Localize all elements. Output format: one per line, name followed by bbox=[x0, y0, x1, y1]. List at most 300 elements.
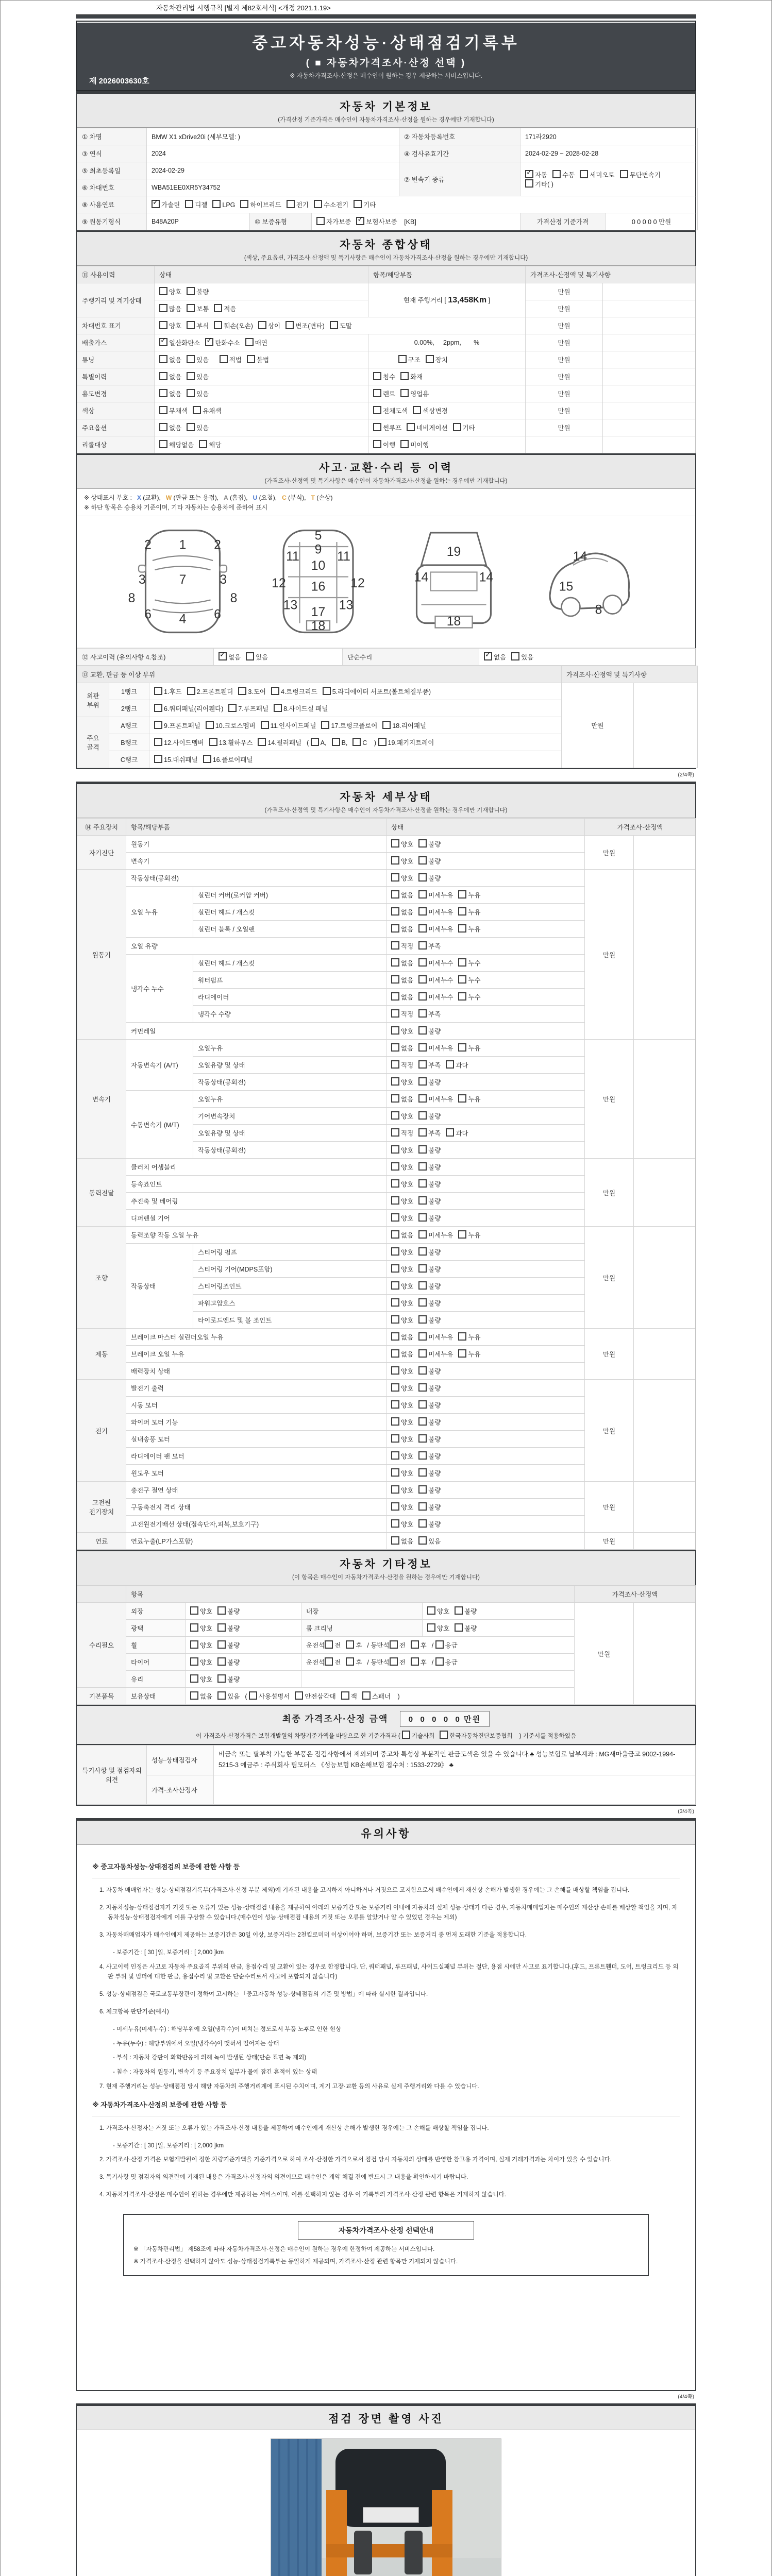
checkbox-icon[interactable] bbox=[458, 924, 466, 933]
checkbox-icon[interactable] bbox=[354, 200, 362, 208]
checkbox-icon[interactable] bbox=[427, 1623, 435, 1632]
checkbox-icon[interactable] bbox=[249, 1691, 257, 1700]
checkbox-icon[interactable] bbox=[418, 1417, 427, 1426]
checkbox-option[interactable] bbox=[217, 1674, 240, 1684]
checkbox-icon[interactable] bbox=[411, 1657, 419, 1666]
checkbox-icon[interactable] bbox=[159, 423, 167, 431]
checkbox-icon[interactable] bbox=[295, 1691, 303, 1700]
checkbox-icon[interactable] bbox=[418, 1145, 427, 1154]
checkbox-icon[interactable] bbox=[154, 721, 162, 729]
checkbox-icon[interactable] bbox=[187, 687, 195, 695]
checkbox-option[interactable] bbox=[391, 1451, 413, 1461]
checkbox-option[interactable] bbox=[391, 1281, 413, 1291]
checkbox-icon[interactable] bbox=[446, 1128, 454, 1137]
checkbox-icon[interactable] bbox=[391, 1230, 399, 1239]
checkbox-option[interactable] bbox=[391, 1094, 413, 1104]
checkbox-icon[interactable] bbox=[418, 1247, 427, 1256]
checkbox-icon[interactable] bbox=[217, 1606, 226, 1615]
checkbox-option[interactable] bbox=[295, 1691, 335, 1701]
checkbox-icon[interactable] bbox=[190, 1674, 198, 1683]
checkbox-option[interactable] bbox=[311, 738, 327, 747]
checkbox-checked-icon[interactable]: ✓ bbox=[205, 338, 213, 346]
checkbox-option[interactable] bbox=[426, 355, 448, 364]
checkbox-option[interactable] bbox=[391, 1400, 413, 1410]
checkbox-icon[interactable] bbox=[418, 958, 427, 967]
checkbox-icon[interactable] bbox=[346, 1640, 354, 1649]
checkbox-icon[interactable] bbox=[285, 321, 294, 329]
checkbox-icon[interactable] bbox=[418, 941, 427, 950]
checkbox-icon[interactable] bbox=[391, 873, 399, 882]
checkbox-option[interactable] bbox=[391, 1043, 413, 1053]
checkbox-icon[interactable] bbox=[458, 958, 466, 967]
checkbox-option[interactable] bbox=[418, 1434, 441, 1444]
checkbox-option[interactable] bbox=[391, 1196, 413, 1206]
checkbox-option[interactable] bbox=[418, 1213, 441, 1223]
checkbox-icon[interactable] bbox=[391, 1485, 399, 1494]
checkbox-icon[interactable] bbox=[391, 1502, 399, 1511]
checkbox-checked-icon[interactable]: ✓ bbox=[356, 217, 364, 225]
checkbox-option[interactable] bbox=[185, 200, 207, 209]
checkbox-option[interactable] bbox=[190, 1657, 212, 1667]
checkbox-option[interactable] bbox=[271, 687, 317, 696]
checkbox-option[interactable] bbox=[391, 839, 413, 849]
checkbox-option[interactable] bbox=[258, 321, 280, 330]
checkbox-option[interactable] bbox=[238, 687, 266, 696]
checkbox-icon[interactable] bbox=[325, 1657, 333, 1666]
checkbox-option[interactable] bbox=[427, 1606, 449, 1616]
checkbox-option[interactable] bbox=[418, 1264, 441, 1274]
checkbox-option[interactable] bbox=[418, 1298, 441, 1308]
checkbox-icon[interactable] bbox=[373, 389, 381, 397]
checkbox-option[interactable] bbox=[418, 924, 453, 934]
checkbox-icon[interactable] bbox=[413, 406, 421, 414]
checkbox-icon[interactable] bbox=[440, 1731, 448, 1739]
checkbox-option[interactable] bbox=[154, 721, 200, 730]
checkbox-icon[interactable] bbox=[418, 1162, 427, 1171]
checkbox-icon[interactable] bbox=[325, 1640, 333, 1649]
checkbox-option[interactable] bbox=[391, 1060, 413, 1070]
checkbox-option[interactable] bbox=[458, 1043, 480, 1053]
checkbox-option[interactable] bbox=[228, 704, 268, 713]
checkbox-icon[interactable] bbox=[418, 1298, 427, 1307]
checkbox-icon[interactable] bbox=[159, 287, 167, 295]
checkbox-checked-icon[interactable]: ✓ bbox=[152, 200, 160, 208]
checkbox-icon[interactable] bbox=[391, 1281, 399, 1290]
checkbox-option[interactable] bbox=[400, 389, 429, 398]
checkbox-option[interactable] bbox=[620, 170, 661, 179]
checkbox-icon[interactable] bbox=[418, 1536, 427, 1545]
checkbox-icon[interactable] bbox=[458, 975, 466, 984]
checkbox-option[interactable] bbox=[258, 738, 301, 747]
checkbox-option[interactable] bbox=[418, 1383, 441, 1393]
checkbox-option[interactable] bbox=[418, 1485, 441, 1495]
checkbox-icon[interactable] bbox=[190, 1657, 198, 1666]
checkbox-option[interactable] bbox=[199, 440, 221, 449]
checkbox-icon[interactable] bbox=[391, 1077, 399, 1086]
checkbox-option[interactable] bbox=[453, 423, 475, 432]
checkbox-option[interactable] bbox=[400, 440, 429, 449]
checkbox-option[interactable] bbox=[418, 1043, 453, 1053]
checkbox-option[interactable] bbox=[525, 167, 548, 179]
checkbox-icon[interactable] bbox=[187, 355, 195, 363]
checkbox-option[interactable] bbox=[391, 924, 413, 934]
checkbox-option[interactable] bbox=[418, 1009, 441, 1019]
checkbox-option[interactable] bbox=[321, 721, 377, 730]
checkbox-option[interactable] bbox=[458, 975, 480, 985]
checkbox-option[interactable] bbox=[391, 1247, 413, 1257]
checkbox-option[interactable] bbox=[245, 338, 267, 347]
checkbox-icon[interactable] bbox=[159, 372, 167, 380]
checkbox-icon[interactable] bbox=[391, 1009, 399, 1018]
checkbox-icon[interactable] bbox=[435, 1640, 444, 1649]
checkbox-option[interactable] bbox=[391, 1128, 413, 1138]
checkbox-icon[interactable] bbox=[316, 217, 325, 225]
checkbox-icon[interactable] bbox=[446, 1060, 454, 1069]
checkbox-icon[interactable] bbox=[391, 1468, 399, 1477]
checkbox-icon[interactable] bbox=[458, 992, 466, 1001]
checkbox-option[interactable] bbox=[418, 839, 441, 849]
checkbox-option[interactable] bbox=[391, 1077, 413, 1087]
checkbox-icon[interactable] bbox=[418, 1179, 427, 1188]
checkbox-option[interactable] bbox=[580, 170, 614, 179]
checkbox-icon[interactable] bbox=[391, 1196, 399, 1205]
checkbox-icon[interactable] bbox=[391, 839, 399, 848]
checkbox-option[interactable] bbox=[187, 423, 209, 432]
checkbox-option[interactable] bbox=[391, 1349, 413, 1359]
checkbox-option[interactable] bbox=[435, 1640, 458, 1650]
checkbox-option[interactable] bbox=[159, 304, 181, 313]
checkbox-option[interactable] bbox=[391, 1332, 413, 1342]
checkbox-icon[interactable] bbox=[391, 924, 399, 933]
checkbox-icon[interactable] bbox=[193, 406, 201, 414]
checkbox-icon[interactable] bbox=[154, 755, 162, 763]
checkbox-option[interactable] bbox=[418, 1196, 441, 1206]
checkbox-option[interactable] bbox=[440, 1731, 512, 1740]
checkbox-icon[interactable] bbox=[391, 1332, 399, 1341]
checkbox-icon[interactable] bbox=[552, 170, 561, 178]
checkbox-icon[interactable] bbox=[390, 1657, 398, 1666]
checkbox-icon[interactable] bbox=[212, 200, 221, 208]
checkbox-checked-icon[interactable]: ✓ bbox=[219, 652, 227, 660]
checkbox-option[interactable] bbox=[332, 738, 348, 747]
checkbox-option[interactable] bbox=[418, 1332, 453, 1342]
checkbox-option[interactable] bbox=[458, 924, 480, 934]
checkbox-icon[interactable] bbox=[418, 1077, 427, 1086]
checkbox-icon[interactable] bbox=[458, 1094, 466, 1103]
checkbox-icon[interactable] bbox=[217, 1623, 226, 1632]
checkbox-option[interactable] bbox=[446, 1060, 468, 1070]
checkbox-option[interactable] bbox=[159, 338, 200, 347]
checkbox-option[interactable] bbox=[323, 687, 431, 696]
checkbox-option[interactable] bbox=[418, 1366, 441, 1376]
checkbox-icon[interactable] bbox=[418, 1502, 427, 1511]
checkbox-icon[interactable] bbox=[391, 1179, 399, 1188]
checkbox-option[interactable] bbox=[458, 1349, 480, 1359]
checkbox-option[interactable] bbox=[316, 217, 351, 226]
checkbox-icon[interactable] bbox=[217, 1674, 226, 1683]
checkbox-option[interactable] bbox=[190, 1623, 212, 1633]
checkbox-option[interactable] bbox=[391, 1009, 413, 1019]
checkbox-option[interactable] bbox=[411, 1640, 427, 1650]
checkbox-icon[interactable] bbox=[214, 304, 222, 312]
checkbox-icon[interactable] bbox=[418, 1400, 427, 1409]
checkbox-option[interactable] bbox=[458, 890, 480, 900]
checkbox-icon[interactable] bbox=[455, 1623, 463, 1632]
checkbox-icon[interactable] bbox=[391, 1145, 399, 1154]
checkbox-icon[interactable] bbox=[373, 406, 381, 414]
checkbox-icon[interactable] bbox=[217, 1657, 226, 1666]
checkbox-option[interactable] bbox=[261, 721, 316, 730]
checkbox-option[interactable] bbox=[411, 1657, 427, 1667]
checkbox-icon[interactable] bbox=[323, 687, 331, 695]
checkbox-option[interactable] bbox=[373, 423, 401, 432]
checkbox-option[interactable] bbox=[314, 200, 348, 209]
checkbox-option[interactable] bbox=[458, 1332, 480, 1342]
checkbox-icon[interactable] bbox=[458, 1349, 466, 1358]
checkbox-icon[interactable] bbox=[391, 1315, 399, 1324]
checkbox-icon[interactable] bbox=[391, 1026, 399, 1035]
checkbox-icon[interactable] bbox=[418, 1383, 427, 1392]
checkbox-icon[interactable] bbox=[274, 704, 282, 712]
checkbox-option[interactable] bbox=[325, 1657, 341, 1667]
checkbox-option[interactable] bbox=[418, 1128, 441, 1138]
checkbox-icon[interactable] bbox=[391, 1536, 399, 1545]
checkbox-icon[interactable] bbox=[199, 440, 207, 448]
checkbox-icon[interactable] bbox=[418, 1043, 427, 1052]
checkbox-icon[interactable] bbox=[418, 1332, 427, 1341]
checkbox-option[interactable] bbox=[154, 704, 223, 713]
checkbox-option[interactable] bbox=[391, 1536, 413, 1546]
checkbox-option[interactable] bbox=[458, 907, 480, 917]
checkbox-icon[interactable] bbox=[418, 1451, 427, 1460]
checkbox-option[interactable] bbox=[159, 287, 181, 296]
checkbox-option[interactable] bbox=[391, 1519, 413, 1529]
checkbox-icon[interactable] bbox=[418, 1366, 427, 1375]
checkbox-icon[interactable] bbox=[271, 687, 279, 695]
checkbox-option[interactable] bbox=[391, 873, 413, 883]
checkbox-option[interactable] bbox=[214, 304, 236, 313]
checkbox-icon[interactable] bbox=[258, 321, 266, 329]
checkbox-icon[interactable] bbox=[330, 321, 338, 329]
checkbox-icon[interactable] bbox=[458, 1043, 466, 1052]
checkbox-icon[interactable] bbox=[391, 1128, 399, 1137]
checkbox-option[interactable] bbox=[391, 1383, 413, 1393]
checkbox-icon[interactable] bbox=[458, 1230, 466, 1239]
checkbox-icon[interactable] bbox=[190, 1640, 198, 1649]
checkbox-icon[interactable] bbox=[418, 1111, 427, 1120]
checkbox-option[interactable] bbox=[413, 406, 447, 415]
checkbox-option[interactable] bbox=[458, 958, 480, 968]
checkbox-icon[interactable] bbox=[159, 355, 167, 363]
checkbox-icon[interactable] bbox=[190, 1606, 198, 1615]
checkbox-option[interactable] bbox=[205, 338, 240, 347]
checkbox-icon[interactable] bbox=[458, 1332, 466, 1341]
checkbox-option[interactable] bbox=[206, 721, 256, 730]
checkbox-option[interactable] bbox=[217, 1691, 240, 1701]
checkbox-icon[interactable] bbox=[391, 856, 399, 865]
checkbox-icon[interactable] bbox=[458, 890, 466, 899]
checkbox-icon[interactable] bbox=[391, 1162, 399, 1171]
checkbox-option[interactable] bbox=[346, 1657, 362, 1667]
checkbox-option[interactable] bbox=[154, 738, 204, 747]
checkbox-icon[interactable] bbox=[159, 440, 167, 448]
checkbox-icon[interactable] bbox=[159, 321, 167, 329]
checkbox-icon[interactable] bbox=[187, 389, 195, 397]
checkbox-icon[interactable] bbox=[426, 355, 434, 363]
checkbox-option[interactable] bbox=[190, 1674, 212, 1684]
checkbox-option[interactable] bbox=[159, 406, 188, 415]
checkbox-option[interactable] bbox=[418, 941, 441, 951]
checkbox-icon[interactable] bbox=[418, 1281, 427, 1290]
checkbox-icon[interactable] bbox=[217, 1640, 226, 1649]
checkbox-option[interactable] bbox=[217, 1623, 240, 1633]
checkbox-option[interactable] bbox=[391, 992, 413, 1002]
checkbox-icon[interactable] bbox=[418, 1196, 427, 1205]
checkbox-icon[interactable] bbox=[418, 873, 427, 882]
checkbox-icon[interactable] bbox=[400, 440, 409, 448]
checkbox-icon[interactable] bbox=[620, 170, 628, 178]
checkbox-option[interactable] bbox=[203, 755, 253, 764]
checkbox-icon[interactable] bbox=[418, 1026, 427, 1035]
checkbox-icon[interactable] bbox=[238, 687, 246, 695]
checkbox-icon[interactable] bbox=[458, 907, 466, 916]
checkbox-icon[interactable] bbox=[418, 856, 427, 865]
checkbox-option[interactable] bbox=[418, 1468, 441, 1478]
checkbox-option[interactable] bbox=[391, 1026, 413, 1036]
checkbox-icon[interactable] bbox=[154, 738, 162, 746]
checkbox-option[interactable] bbox=[391, 1230, 413, 1240]
checkbox-icon[interactable] bbox=[247, 355, 255, 363]
checkbox-icon[interactable] bbox=[185, 200, 193, 208]
checkbox-option[interactable] bbox=[354, 200, 376, 209]
checkbox-icon[interactable] bbox=[187, 372, 195, 380]
checkbox-icon[interactable] bbox=[391, 1213, 399, 1222]
checkbox-option[interactable] bbox=[400, 372, 423, 381]
checkbox-option[interactable] bbox=[378, 738, 434, 747]
checkbox-option[interactable] bbox=[418, 1060, 441, 1070]
checkbox-option[interactable] bbox=[418, 1451, 441, 1461]
checkbox-option[interactable] bbox=[435, 1657, 458, 1667]
checkbox-option[interactable] bbox=[190, 1606, 212, 1616]
checkbox-icon[interactable] bbox=[373, 440, 381, 448]
checkbox-icon[interactable] bbox=[373, 423, 381, 431]
checkbox-icon[interactable] bbox=[190, 1691, 198, 1700]
checkbox-icon[interactable] bbox=[391, 1451, 399, 1460]
checkbox-option[interactable] bbox=[418, 873, 441, 883]
checkbox-option[interactable] bbox=[285, 321, 325, 330]
checkbox-option[interactable] bbox=[391, 941, 413, 951]
checkbox-icon[interactable] bbox=[418, 1060, 427, 1069]
checkbox-option[interactable] bbox=[418, 856, 441, 866]
checkbox-option[interactable] bbox=[418, 1162, 441, 1172]
checkbox-icon[interactable] bbox=[418, 1264, 427, 1273]
checkbox-option[interactable] bbox=[187, 355, 209, 364]
checkbox-icon[interactable] bbox=[391, 1434, 399, 1443]
checkbox-option[interactable] bbox=[418, 1077, 441, 1087]
checkbox-option[interactable] bbox=[418, 1094, 453, 1104]
checkbox-icon[interactable] bbox=[240, 200, 248, 208]
checkbox-option[interactable] bbox=[391, 1179, 413, 1189]
checkbox-option[interactable] bbox=[391, 1366, 413, 1376]
checkbox-icon[interactable] bbox=[418, 992, 427, 1001]
checkbox-option[interactable] bbox=[391, 1502, 413, 1512]
checkbox-option[interactable] bbox=[187, 389, 209, 398]
checkbox-option[interactable] bbox=[382, 721, 426, 730]
checkbox-option[interactable] bbox=[418, 1179, 441, 1189]
checkbox-icon[interactable] bbox=[391, 1247, 399, 1256]
checkbox-option[interactable] bbox=[212, 200, 235, 209]
checkbox-icon[interactable] bbox=[228, 704, 237, 712]
checkbox-icon[interactable] bbox=[407, 423, 415, 431]
checkbox-option[interactable] bbox=[418, 1536, 441, 1546]
checkbox-icon[interactable] bbox=[418, 1349, 427, 1358]
checkbox-option[interactable] bbox=[159, 355, 181, 364]
checkbox-option[interactable] bbox=[193, 406, 221, 415]
checkbox-option[interactable] bbox=[407, 423, 447, 432]
checkbox-option[interactable] bbox=[217, 1657, 240, 1667]
checkbox-option[interactable] bbox=[418, 958, 453, 968]
checkbox-option[interactable] bbox=[391, 1468, 413, 1478]
checkbox-option[interactable] bbox=[154, 755, 198, 764]
checkbox-icon[interactable] bbox=[418, 1468, 427, 1477]
checkbox-option[interactable] bbox=[511, 652, 533, 662]
checkbox-icon[interactable] bbox=[418, 1128, 427, 1137]
checkbox-option[interactable] bbox=[418, 1111, 441, 1121]
checkbox-icon[interactable] bbox=[391, 890, 399, 899]
checkbox-option[interactable] bbox=[362, 1691, 391, 1701]
checkbox-option[interactable] bbox=[373, 406, 408, 415]
checkbox-option[interactable] bbox=[330, 321, 352, 330]
checkbox-option[interactable] bbox=[391, 1485, 413, 1495]
checkbox-icon[interactable] bbox=[455, 1606, 463, 1615]
checkbox-option[interactable] bbox=[154, 687, 182, 696]
checkbox-option[interactable] bbox=[418, 1502, 441, 1512]
checkbox-icon[interactable] bbox=[362, 1691, 371, 1700]
checkbox-option[interactable] bbox=[190, 1640, 212, 1650]
checkbox-icon[interactable] bbox=[159, 406, 167, 414]
checkbox-icon[interactable] bbox=[390, 1640, 398, 1649]
checkbox-option[interactable] bbox=[525, 179, 553, 189]
checkbox-option[interactable] bbox=[240, 200, 281, 209]
checkbox-icon[interactable] bbox=[378, 738, 386, 746]
checkbox-option[interactable] bbox=[190, 1691, 212, 1701]
checkbox-icon[interactable] bbox=[187, 287, 195, 295]
checkbox-option[interactable] bbox=[391, 890, 413, 900]
checkbox-option[interactable] bbox=[418, 992, 453, 1002]
checkbox-icon[interactable] bbox=[391, 1519, 399, 1528]
checkbox-icon[interactable] bbox=[418, 1094, 427, 1103]
checkbox-icon[interactable] bbox=[511, 652, 519, 660]
checkbox-icon[interactable] bbox=[402, 1731, 410, 1739]
checkbox-icon[interactable] bbox=[246, 652, 254, 660]
checkbox-icon[interactable] bbox=[391, 907, 399, 916]
checkbox-option[interactable] bbox=[418, 1145, 441, 1155]
checkbox-option[interactable] bbox=[391, 856, 413, 866]
checkbox-option[interactable] bbox=[159, 321, 181, 330]
checkbox-icon[interactable] bbox=[352, 738, 361, 746]
checkbox-checked-icon[interactable]: ✓ bbox=[525, 170, 533, 178]
checkbox-option[interactable] bbox=[159, 423, 181, 432]
checkbox-option[interactable] bbox=[391, 1298, 413, 1308]
checkbox-icon[interactable] bbox=[154, 704, 162, 712]
checkbox-option[interactable] bbox=[325, 1640, 341, 1650]
checkbox-icon[interactable] bbox=[391, 941, 399, 950]
checkbox-option[interactable] bbox=[249, 1691, 290, 1701]
checkbox-icon[interactable] bbox=[400, 372, 409, 380]
checkbox-icon[interactable] bbox=[435, 1657, 444, 1666]
checkbox-icon[interactable] bbox=[311, 738, 319, 746]
checkbox-option[interactable] bbox=[246, 652, 268, 662]
